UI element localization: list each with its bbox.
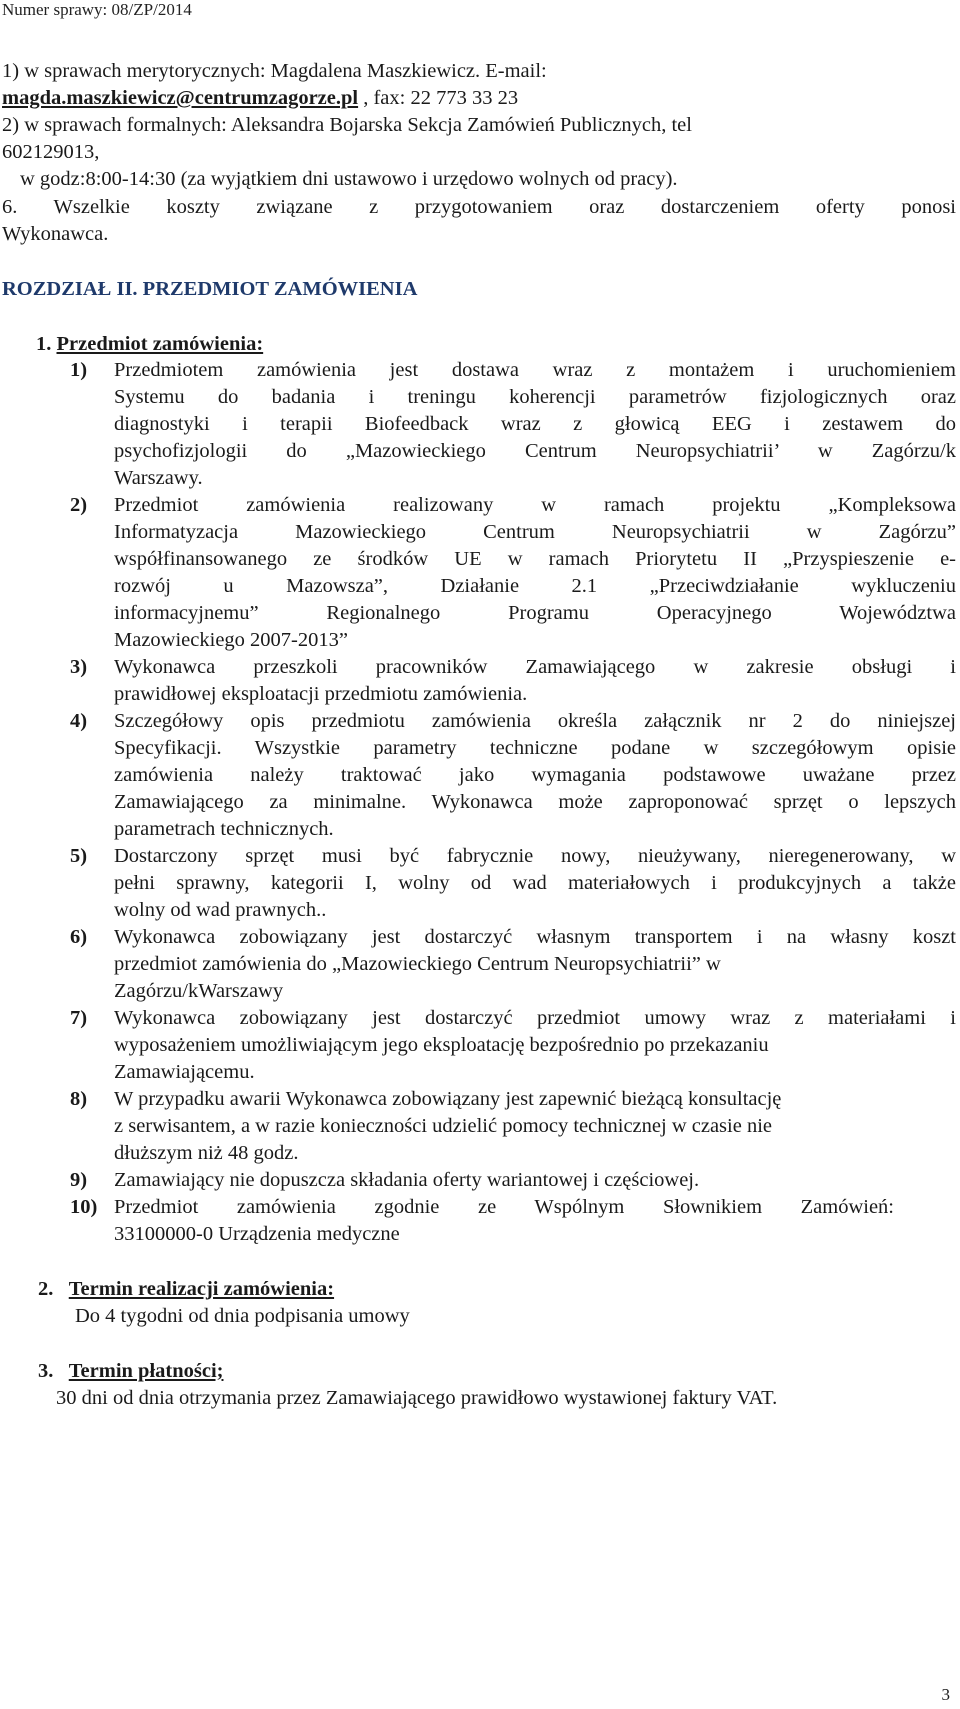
item-3-line: prawidłowej eksploatacji przedmiotu zamówienia.: [114, 683, 528, 705]
item-1-line: diagnostyki i terapii Biofeedback wraz z głowicą EEG i zestawem do: [114, 413, 956, 435]
item-7-line: Wykonawca zobowiązany jest dostarczyć przedmiot umowy wraz z materiałami i: [114, 1007, 956, 1029]
item-7-number: 7): [70, 1007, 88, 1029]
section-3-heading: [38, 1357, 223, 1385]
item-1-line: Przedmiotem zamówienia jest dostawa wraz z montażem i uruchomieniem: [114, 359, 956, 381]
item-7-line: wyposażeniem umożliwiającym jego eksploatację bezpośrednio po przekazaniu: [114, 1034, 769, 1056]
section-1-title: Przedmiot zamówienia:: [56, 333, 264, 355]
section-1-heading: [36, 330, 263, 358]
item-4-line: Zamawiającego za minimalne. Wykonawca może zaproponować sprzęt o lepszych: [114, 791, 956, 813]
section-2-text: Do 4 tygodni od dnia podpisania umowy: [75, 1305, 410, 1327]
section-2-number: 2.: [38, 1278, 54, 1300]
item-6-number: 6): [70, 926, 88, 948]
item-8-line: z serwisantem, a w razie konieczności udzielić pomocy technicznej w czasie nie: [114, 1115, 772, 1137]
item-1-line: Warszawy.: [114, 467, 203, 489]
item-3-number: 3): [70, 656, 88, 678]
item-3-line: Wykonawca przeszkoli pracowników Zamawiającego w zakresie obsługi i: [114, 656, 956, 678]
item-2-line: informacyjnemu” Regionalnego Programu Operacyjnego Województwa: [114, 602, 956, 624]
item-4-number: 4): [70, 710, 88, 732]
item-7-line: Zamawiającemu.: [114, 1061, 255, 1083]
item-4-line: parametrach technicznych.: [114, 818, 334, 840]
item-2-line: Mazowieckiego 2007-2013”: [114, 629, 348, 651]
item-10-line: Przedmiot zamówienia zgodnie ze Wspólnym Słownikiem Zamówień:: [114, 1196, 894, 1218]
item-9-line: Zamawiający nie dopuszcza składania oferty wariantowej i częściowej.: [114, 1169, 700, 1191]
section-3-text: 30 dni od dnia otrzymania przez Zamawiającego prawidłowo wystawionej faktury VAT.: [56, 1387, 778, 1409]
item-4-line: Specyfikacji. Wszystkie parametry techniczne podane w szczegółowym opisie: [114, 737, 956, 759]
item-2-number: 2): [70, 494, 88, 516]
case-number-header: Numer sprawy: 08/ZP/2014: [2, 0, 192, 19]
page-number: 3: [941, 1685, 950, 1704]
section-3-number: 3.: [38, 1360, 54, 1382]
item-6-line: Zagórzu/kWarszawy: [114, 980, 284, 1002]
item-2-line: rozwój u Mazowsza”, Działanie 2.1 „Przeciwdziałanie wykluczeniu: [114, 575, 956, 597]
contact-line-2: [2, 84, 518, 112]
item-4-line: zamówienia należy traktować jako wymagania podstawowe uważane przez: [114, 764, 956, 786]
contact-line-1: 1) w sprawach merytorycznych: Magdalena Maszkiewicz. E-mail:: [2, 60, 547, 82]
contact-line-4: 602129013,: [2, 141, 100, 163]
item-6-line: przedmiot zamówienia do „Mazowieckiego Centrum Neuropsychiatrii” w: [114, 953, 721, 975]
item-8-line: W przypadku awarii Wykonawca zobowiązany jest zapewnić bieżącą konsultację: [114, 1088, 782, 1110]
item-9-number: 9): [70, 1169, 88, 1191]
costs-line-1: 6. Wszelkie koszty związane z przygotowaniem oraz dostarczeniem oferty ponosi: [2, 196, 956, 218]
fax-text: , fax: 22 773 33 23: [358, 87, 519, 109]
contact-line-3: 2) w sprawach formalnych: Aleksandra Bojarska Sekcja Zamówień Publicznych, tel: [2, 114, 692, 136]
item-4-line: Szczegółowy opis przedmiotu zamówienia określa załącznik nr 2 do niniejszej: [114, 710, 956, 732]
item-8-line: dłuższym niż 48 godz.: [114, 1142, 299, 1164]
section-2-title: Termin realizacji zamówienia:: [68, 1278, 335, 1300]
item-1-line: Systemu do badania i treningu koherencji parametrów fizjologicznych oraz: [114, 386, 956, 408]
contact-line-5: w godz:8:00-14:30 (za wyjątkiem dni ustawowo i urzędowo wolnych od pracy).: [20, 168, 678, 190]
item-5-line: Dostarczony sprzęt musi być fabrycznie nowy, nieużywany, nieregenerowany, w: [114, 845, 956, 867]
section-3-title: Termin płatności;: [68, 1360, 224, 1382]
item-5-line: pełni sprawny, kategorii I, wolny od wad materiałowych i produkcyjnych a także: [114, 872, 956, 894]
email-link[interactable]: magda.maszkiewicz@centrumzagorze.pl: [2, 87, 359, 109]
costs-line-2: Wykonawca.: [2, 223, 109, 245]
section-2-heading: [38, 1275, 334, 1303]
item-6-line: Wykonawca zobowiązany jest dostarczyć własnym transportem i na własny koszt: [114, 926, 956, 948]
section-1-number: 1.: [36, 333, 52, 355]
item-5-number: 5): [70, 845, 88, 867]
item-10-number: 10): [70, 1196, 98, 1218]
item-2-line: Informatyzacja Mazowieckiego Centrum Neuropsychiatrii w Zagórzu”: [114, 521, 956, 543]
item-2-line: Przedmiot zamówienia realizowany w ramach projektu „Kompleksowa: [114, 494, 956, 516]
item-10-line: 33100000-0 Urządzenia medyczne: [114, 1223, 400, 1245]
item-5-line: wolny od wad prawnych..: [114, 899, 327, 921]
item-1-number: 1): [70, 359, 88, 381]
item-2-line: współfinansowanego ze środków UE w ramach Priorytetu II „Przyspieszenie e-: [114, 548, 956, 570]
chapter-heading: ROZDZIAŁ II. PRZEDMIOT ZAMÓWIENIA: [2, 278, 418, 300]
item-1-line: psychofizjologii do „Mazowieckiego Centrum Neuropsychiatrii’ w Zagórzu/k: [114, 440, 956, 462]
item-8-number: 8): [70, 1088, 88, 1110]
